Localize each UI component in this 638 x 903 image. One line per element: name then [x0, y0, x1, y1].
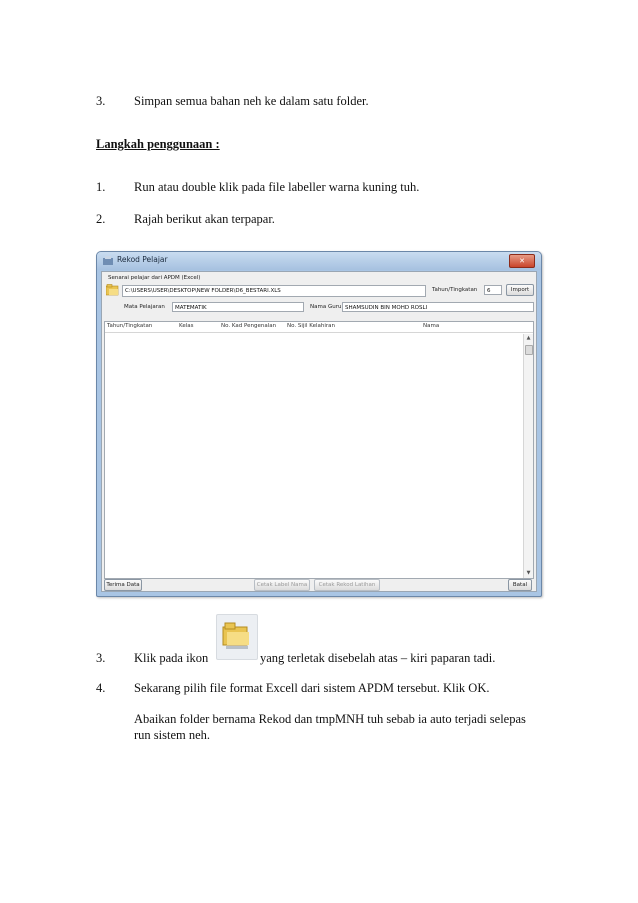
step-text: Sekarang pilih file format Excell dari sistem APDM tersebut. Klik OK.: [134, 681, 490, 695]
list-number: 3.: [96, 94, 106, 108]
group-label: Senarai pelajar dari APDM (Excel): [108, 275, 201, 281]
rekod-pelajar-window: [96, 251, 542, 597]
open-folder-icon: [216, 614, 258, 660]
column-header[interactable]: Kelas: [179, 323, 194, 329]
step-text-before: Klik pada ikon: [134, 651, 209, 665]
step-text: Rajah berikut akan terpapar.: [134, 212, 275, 226]
mata-pelajaran-label: Mata Pelajaran: [124, 304, 165, 310]
column-header[interactable]: Tahun/Tingkatan: [107, 323, 153, 329]
tahun-field[interactable]: 6: [484, 285, 502, 295]
nama-guru-field[interactable]: SHAMSUDIN BIN MOHD ROSLI: [342, 302, 534, 312]
step-number: 1.: [96, 180, 106, 194]
import-button[interactable]: Import: [506, 284, 534, 296]
app-icon: [103, 256, 113, 265]
column-header[interactable]: No. Kad Pengenalan: [221, 323, 277, 329]
open-folder-icon[interactable]: [106, 284, 119, 296]
section-heading: Langkah penggunaan :: [96, 137, 220, 151]
nama-guru-label: Nama Guru: [310, 304, 342, 310]
scroll-down-icon[interactable]: ▼: [526, 570, 531, 576]
vertical-scrollbar[interactable]: [523, 334, 533, 578]
window-title: Rekod Pelajar: [117, 255, 168, 264]
window-titlebar: [97, 252, 541, 270]
cetak-label-nama-button[interactable]: Cetak Label Nama: [254, 579, 310, 591]
mata-pelajaran-field[interactable]: MATEMATIK: [172, 302, 304, 312]
cetak-rekod-latihan-button[interactable]: Cetak Rekod Latihan: [314, 579, 380, 591]
scroll-thumb[interactable]: [525, 345, 533, 355]
step-text: Run atau double klik pada file labeller warna kuning tuh.: [134, 180, 420, 194]
window-client: [101, 271, 537, 592]
tahun-label: Tahun/Tingkatan: [432, 287, 478, 293]
file-path-field[interactable]: C:\USERS\USER\DESKTOP\NEW FOLDER\D6_BESTARI.XLS: [122, 285, 426, 297]
note-text: run sistem neh.: [134, 728, 211, 742]
scroll-up-icon[interactable]: ▲: [526, 335, 531, 341]
student-table[interactable]: [104, 321, 534, 579]
step-number: 2.: [96, 212, 106, 226]
column-header[interactable]: Nama: [423, 323, 440, 329]
batal-button[interactable]: Batal: [508, 579, 532, 591]
list-text: Simpan semua bahan neh ke dalam satu folder.: [134, 94, 369, 108]
step-number: 4.: [96, 681, 106, 695]
note-text: Abaikan folder bernama Rekod dan tmpMNH tuh sebab ia auto terjadi selepas: [134, 712, 526, 726]
step-text-after: yang terletak disebelah atas – kiri paparan tadi.: [260, 651, 496, 665]
step-number: 3.: [96, 651, 106, 665]
close-icon[interactable]: ✕: [509, 254, 535, 268]
terima-data-button[interactable]: Terima Data: [104, 579, 142, 591]
column-header[interactable]: No. Sijil Kelahiran: [287, 323, 335, 329]
table-header: [105, 322, 533, 333]
